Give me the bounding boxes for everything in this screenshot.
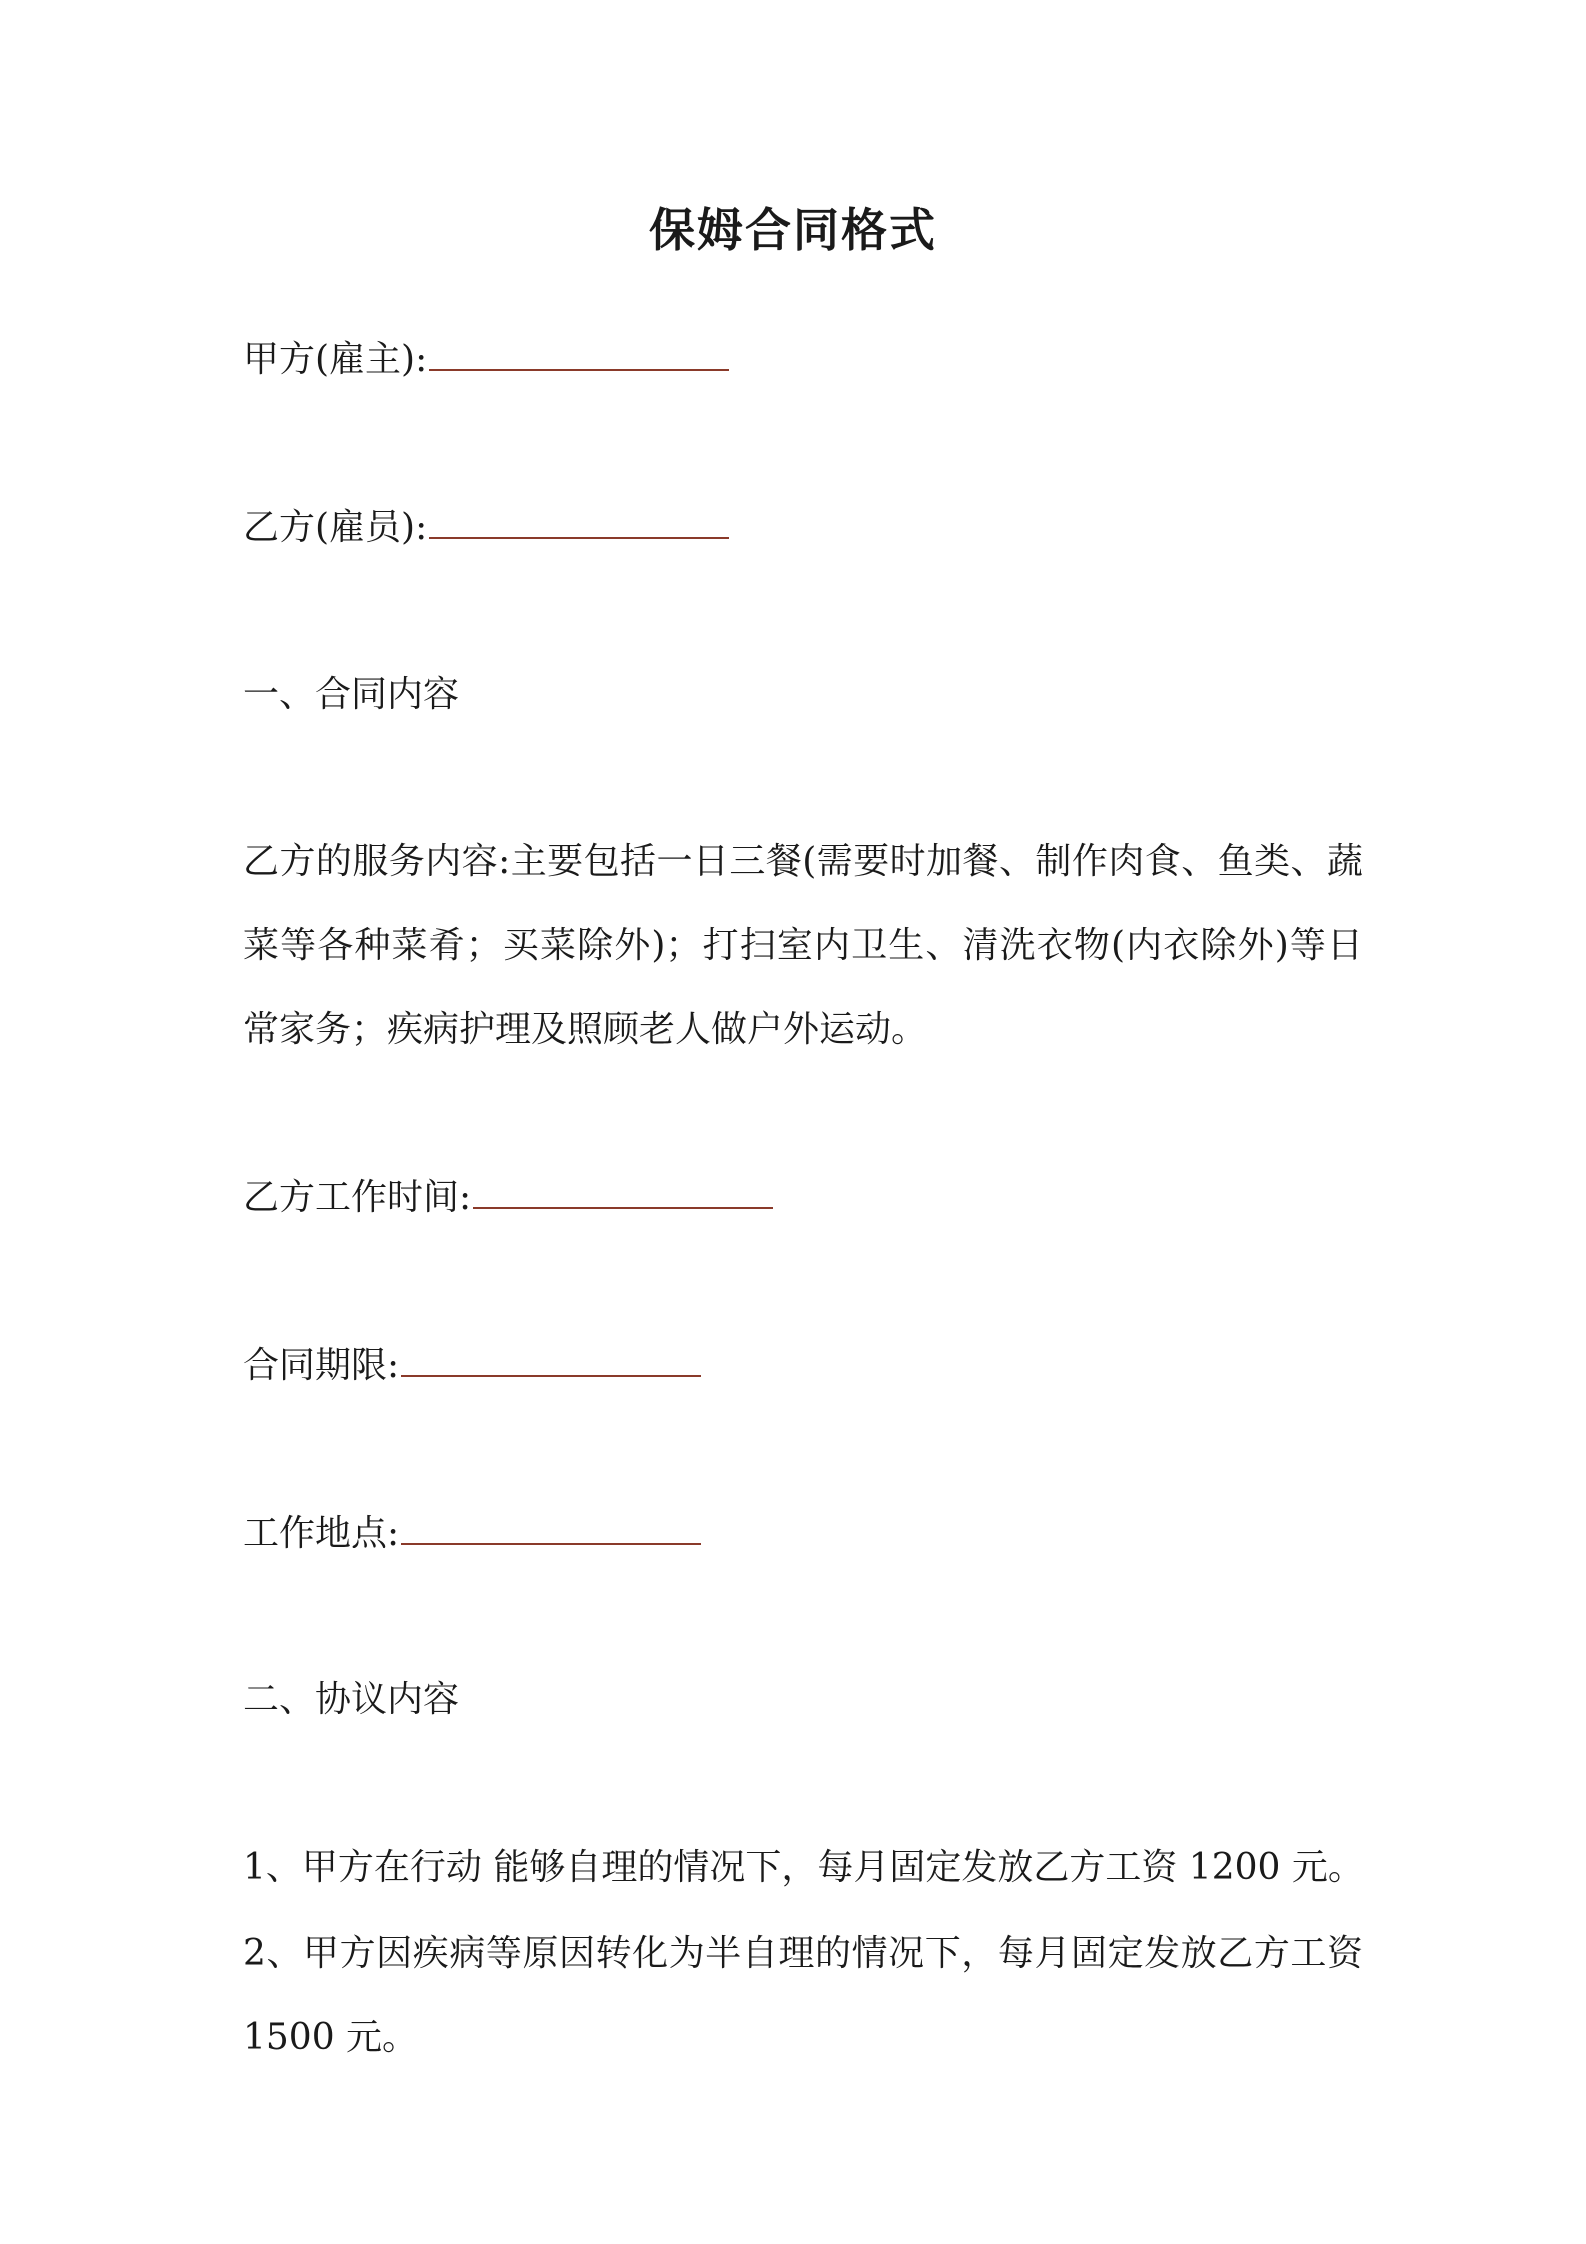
clause-2: 2、甲方因疾病等原因转化为半自理的情况下，每月固定发放乙方工资 1500 元。 — [243, 1933, 1363, 2058]
party-a-row — [243, 336, 729, 384]
work-time-blank — [473, 1175, 773, 1209]
work-location-label: 工作地点: — [243, 1513, 400, 1554]
section-1-heading: 一、合同内容 — [243, 674, 460, 715]
contract-term-label: 合同期限: — [243, 1345, 400, 1386]
clause-1: 1、甲方在行动 能够自理的情况下，每月固定发放乙方工资 1200 元。 — [243, 1847, 1364, 1888]
party-a-label: 甲方(雇主): — [243, 339, 428, 380]
work-location-row — [243, 1510, 701, 1558]
document-title: 保姆合同格式 — [649, 203, 937, 257]
work-time-label: 乙方工作时间: — [243, 1177, 472, 1218]
service-content-paragraph: 乙方的服务内容:主要包括一日三餐(需要时加餐、制作肉食、鱼类、蔬菜等各种菜肴；买菜除外)；打扫室内卫生、清洗衣物(内衣除外)等日常家务；疾病护理及照顾老人做户外运动。 — [243, 841, 1363, 1050]
work-location-blank — [401, 1511, 701, 1545]
party-b-blank — [429, 505, 729, 539]
section-2-heading: 二、协议内容 — [243, 1679, 460, 1720]
party-b-label: 乙方(雇员): — [243, 507, 428, 548]
party-b-row — [243, 504, 729, 552]
contract-term-blank — [401, 1343, 701, 1377]
work-time-row — [243, 1174, 773, 1222]
party-a-blank — [429, 337, 729, 371]
contract-term-row — [243, 1342, 701, 1390]
